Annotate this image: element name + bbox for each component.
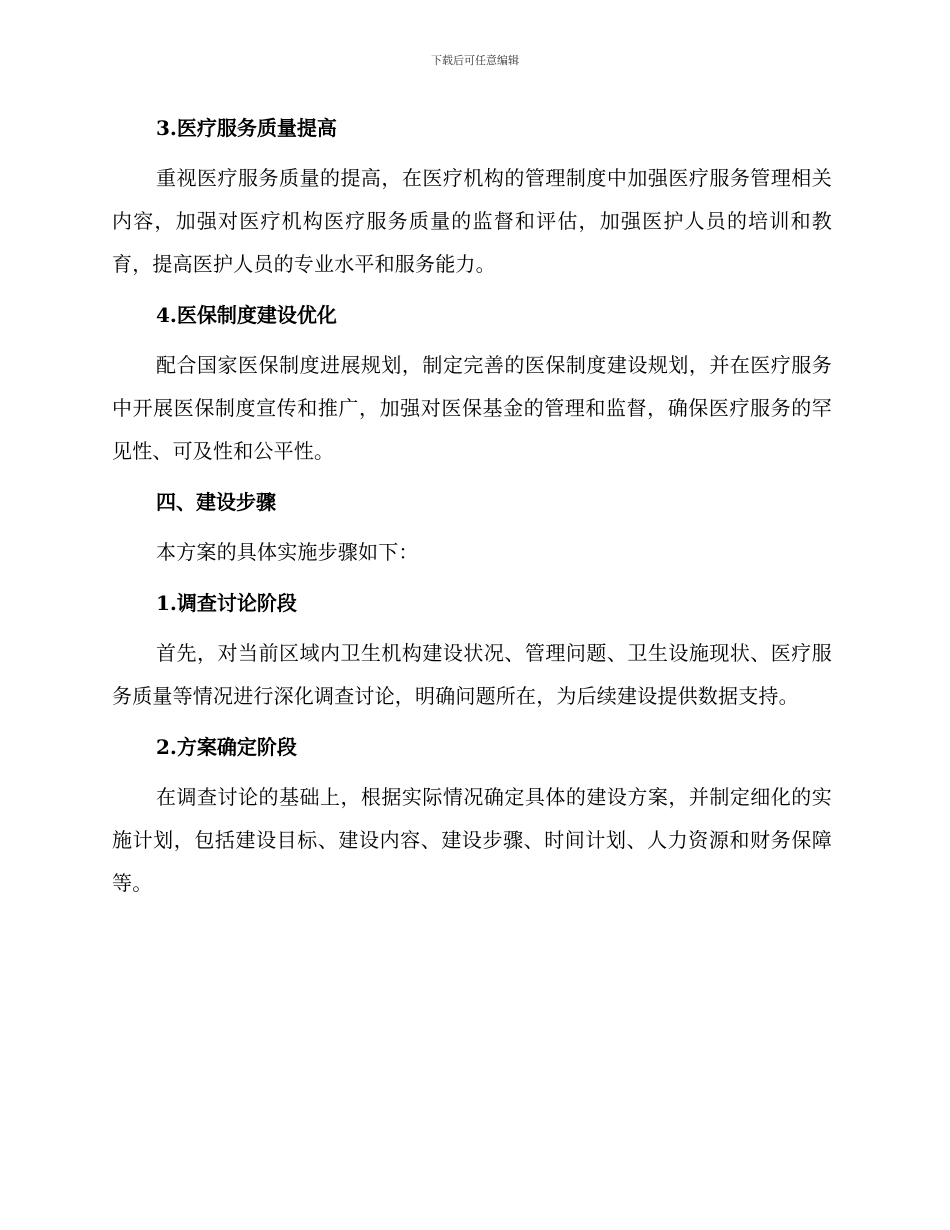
step-heading-1: 1.调查讨论阶段 — [156, 591, 297, 615]
section-heading-3: 3.医疗服务质量提高 — [156, 116, 337, 140]
section-paragraph-3: 重视医疗服务质量的提高，在医疗机构的管理制度中加强医疗服务管理相关内容，加强对医疗机构医疗服务质量的监督和评估，加强医护人员的培训和教育，提高医护人员的专业水平和服务能力。 — [112, 166, 832, 276]
step-paragraph-2: 在调查讨论的基础上，根据实际情况确定具体的建设方案，并制定细化的实施计划，包括建设目标、建设内容、建设步骤、时间计划、人力资源和财务保障等。 — [112, 785, 832, 895]
section-heading-4: 4.医保制度建设优化 — [156, 303, 337, 327]
page-header: 下载后可任意编辑 — [431, 54, 519, 67]
chapter-heading-steps: 四、建设步骤 — [156, 490, 276, 514]
chapter-paragraph-steps: 本方案的具体实施步骤如下： — [156, 540, 419, 564]
step-heading-2: 2.方案确定阶段 — [156, 735, 297, 759]
document-body — [112, 108, 832, 905]
section-paragraph-4: 配合国家医保制度进展规划，制定完善的医保制度建设规划，并在医疗服务中开展医保制度宣传和推广，加强对医保基金的管理和监督，确保医疗服务的罕见性、可及性和公平性。 — [112, 353, 832, 463]
step-paragraph-1: 首先，对当前区域内卫生机构建设状况、管理问题、卫生设施现状、医疗服务质量等情况进行深化调查讨论，明确问题所在，为后续建设提供数据支持。 — [112, 641, 832, 708]
